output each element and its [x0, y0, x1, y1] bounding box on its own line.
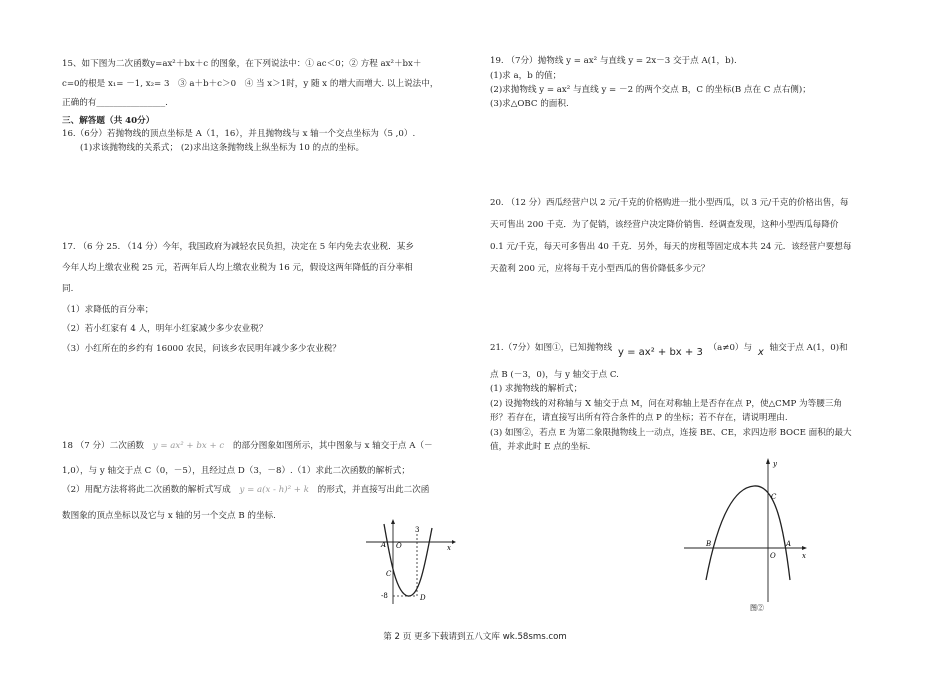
q15-line-2: c=0的根是 x₁= －1, x₂= 3 ③ a＋b＋c＞0 ④ 当 x＞1时，y 随 x 的增大而增大. 以上说法中，	[62, 79, 439, 89]
q15-line-3: 正确的有________________.	[62, 98, 168, 108]
q17-line-2: 今年人均上缴农业税 25 元，若两年后人均上缴农业税为 16 元，假设这两年降低的百分率相	[62, 263, 413, 273]
q19-line-4: (3)求△OBC 的面积.	[490, 99, 569, 109]
parabola-curve	[384, 524, 432, 596]
label-c: C	[386, 570, 392, 578]
q21-line-5: 形？若存在，请直接写出所有符合条件的点 P 的坐标；若不存在，请说明理由.	[490, 413, 788, 423]
q18-parabola-figure	[362, 518, 457, 608]
label-x: x	[802, 552, 806, 560]
x-axis-arrow-icon	[802, 546, 807, 550]
q16-line-2: (1)求该抛物线的关系式； (2)求出这条抛物线上纵坐标为 10 的点的坐标。	[80, 143, 365, 153]
label-a: A	[786, 540, 792, 548]
q15-line-1: 15、如下图为二次函数y=ax²＋bx＋c 的图象，在下列说法中：① ac＜0；② 方程 ax²＋bx＋	[62, 59, 422, 69]
label-o: O	[770, 552, 776, 560]
q17-line-6: （3）小红所在的乡约有 16000 农民，问该乡农民明年减少多少农业税？	[62, 344, 341, 354]
label-y: y	[773, 460, 777, 468]
x-axis-arrow-icon	[452, 540, 456, 544]
q18-text-c: （2）用配方法将将此二次函数的解析式写成	[62, 485, 231, 495]
q21-text-a: 21.（7分）如图①，已知抛物线	[490, 343, 613, 353]
q18-formula-2: y = a(x - h)² + k	[239, 485, 309, 495]
q21-x-symbol: x	[757, 347, 764, 358]
page-footer: 第 2 页 更多下载请到五八文库 wk.58sms.com	[383, 632, 567, 642]
q18-line-1	[62, 440, 433, 452]
q17-line-4: （1）求降低的百分率；	[62, 305, 154, 315]
y-axis-arrow-icon	[391, 519, 395, 524]
q20-line-4: 天盈利 200 元，应将每千克小型西瓜的售价降低多少元？	[490, 264, 710, 274]
q21-line-4: (2) 设抛物线的对称轴与 X 轴交于点 M，问在对称轴上是否存在点 P，使△CMP 为等腰三角	[490, 399, 843, 409]
label-d: D	[420, 594, 426, 602]
q17-line-1: 17. （6 分 25. （14 分）今年，我国政府为减轻农民负担，决定在 5 年内免去农业税．某乡	[62, 242, 414, 252]
q17-line-5: （2）若小红家有 4 人，明年小红家减少多少农业税？	[62, 324, 268, 334]
label-c: C	[771, 493, 777, 501]
q18-text-d: 的形式，并直接写出此二次函	[317, 485, 430, 495]
q21-line-3: (1) 求抛物线的解析式；	[490, 384, 583, 394]
y-axis-arrow-icon	[766, 458, 770, 464]
q19-line-2: (1)求 a，b 的值；	[490, 71, 562, 81]
q21-formula: y = ax² + bx + 3	[618, 347, 703, 358]
q19-line-3: (2)求抛物线 y = ax² 与直线 y = －2 的两个交点 B，C 的坐标(B 点在 C 点右侧)；	[490, 85, 811, 95]
q17-line-3: 同.	[62, 284, 74, 294]
q18-formula-1: y = ax² + bx + c	[152, 441, 225, 451]
q20-line-2: 天可售出 200 千克．为了促销，该经营户决定降价销售．经调查发现，这种小型西瓜每降价	[490, 220, 839, 230]
q21-parabola-figure	[680, 456, 810, 616]
q16-line-1: 16.（6分）若抛物线的顶点坐标是 A（1，16），并且抛物线与 x 轴一个交点坐标为（5 ,0）.	[62, 129, 416, 139]
q21-line-7: 值，并求此时 E 点的坐标.	[490, 442, 591, 452]
parabola-curve	[706, 486, 790, 580]
label-b: B	[706, 540, 712, 548]
q18-line-2: 1,0），与 y 轴交于点 C（0，－5），且经过点 D（3，－8）.（1）求此二次函数的解析式；	[62, 466, 410, 476]
label-3: 3	[415, 526, 420, 534]
label-neg8: -8	[381, 592, 388, 600]
label-x: x	[447, 544, 451, 552]
q21-line-1	[490, 342, 848, 358]
q18-line-3	[62, 484, 429, 496]
q18-text-a: 18 （7 分）二次函数	[62, 441, 145, 451]
section-heading: 三、解答题（共 40分）	[62, 116, 155, 126]
q18-line-4: 数图象的顶点坐标以及它与 x 轴的另一个交点 B 的坐标.	[62, 511, 276, 521]
q19-line-1: 19. （7分）抛物线 y = ax² 与直线 y = 2x－3 交于点 A(1，b).	[490, 56, 737, 66]
q20-line-3: 0.1 元/千克，每天可多售出 40 千克．另外，每天的房租等固定成本共 24 元．该经营户要想每	[490, 242, 852, 252]
q21-line-2: 点 B (－3，0)，与 y 轴交于点 C.	[490, 370, 619, 380]
figure-caption: 图②	[750, 604, 764, 612]
label-a: A	[381, 541, 387, 549]
label-o: O	[396, 542, 402, 550]
q21-text-b: （a≠0）与	[708, 343, 753, 353]
q20-line-1: 20. （12 分）西瓜经营户以 2 元/千克的价格购进一批小型西瓜，以 3 元/千克的价格出售，每	[490, 198, 849, 208]
q21-line-6: (3) 如图②，若点 E 为第二象限抛物线上一动点，连接 BE、CE，求四边形 BOCE 面积的最大	[490, 428, 852, 438]
q21-text-c: 轴交于点 A(1，0)和	[769, 343, 848, 353]
q18-text-b: 的部分图象如图所示，其中图象与 x 轴交于点 A（－	[232, 441, 433, 451]
